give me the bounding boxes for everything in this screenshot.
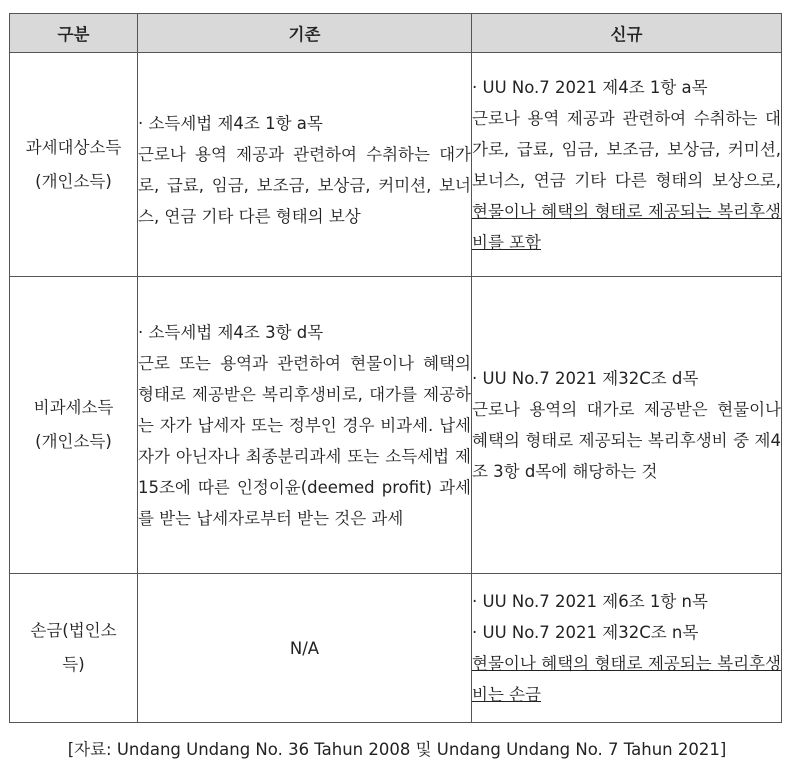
header-new: 신규 (472, 14, 782, 53)
row-category (10, 277, 138, 574)
category-line: 과세대상소득 (25, 137, 122, 157)
category-line: 비과세소득 (33, 398, 114, 417)
new-cell (472, 53, 782, 277)
header-existing: 기존 (138, 14, 472, 53)
existing-cell-na: N/A (138, 574, 472, 723)
header-category: 구분 (10, 14, 138, 53)
cell-text: 근로나 용역 제공과 관련하여 수취하는 대가로, 급료, 임금, 보조금, 보상금, 커미션, 보너스, 연금 기타 다른 형태의 보상으로, (472, 108, 781, 190)
cell-text: 근로나 용역 제공과 관련하여 수취하는 대가로, 급료, 임금, 보조금, 보상금, 커미션, 보너스, 연금 기타 다른 형태의 보상 (138, 144, 471, 226)
category-line: 득) (62, 655, 85, 674)
comparison-table (9, 13, 782, 723)
new-cell (472, 574, 782, 723)
law-reference: · UU No.7 2021 제32C조 n목 (472, 623, 699, 642)
existing-cell (138, 53, 472, 277)
law-reference: · 소득세법 제4조 3항 d목 (138, 322, 324, 342)
table-row (10, 574, 782, 723)
new-cell (472, 277, 782, 574)
row-category (10, 53, 138, 277)
row-category (10, 574, 138, 723)
category-line: (개인소득) (35, 171, 112, 191)
category-line: 손금(법인소 (30, 621, 117, 640)
law-reference: · UU No.7 2021 제6조 1항 n목 (472, 592, 708, 611)
law-reference: · UU No.7 2021 제4조 1항 a목 (472, 77, 708, 97)
source-caption: [자료: Undang Undang No. 36 Tahun 2008 및 Undang Undang No. 7 Tahun 2021] (67, 740, 727, 759)
cell-text: 근로 또는 용역과 관련하여 현물이나 혜택의 형태로 제공받은 복리후생비로, 대가를 제공하는 자가 납세자 또는 정부인 경우 비과세. 납세자가 아닌자나 최종분리과세 또는 소득세법 제15조에 따른 인정이윤(deemed profit) 과세를 받는 납세자로부터 받는 것은 과세 (138, 353, 471, 528)
table-row (10, 277, 782, 574)
category-line: (개인소득) (35, 432, 112, 451)
underlined-text: 현물이나 혜택의 형태로 제공되는 복리후생비는 손금 (472, 654, 781, 704)
law-reference: · 소득세법 제4조 1항 a목 (138, 113, 323, 133)
table-row (10, 53, 782, 277)
underlined-text: 현물이나 혜택의 형태로 제공되는 복리후생비를 포함 (472, 201, 781, 252)
cell-text: 근로나 용역의 대가로 제공받은 현물이나 혜택의 형태로 제공되는 복리후생비 중 제4조 3항 d목에 해당하는 것 (472, 400, 781, 481)
header-row (10, 14, 782, 53)
existing-cell (138, 277, 472, 574)
law-reference: · UU No.7 2021 제32C조 d목 (472, 369, 699, 388)
